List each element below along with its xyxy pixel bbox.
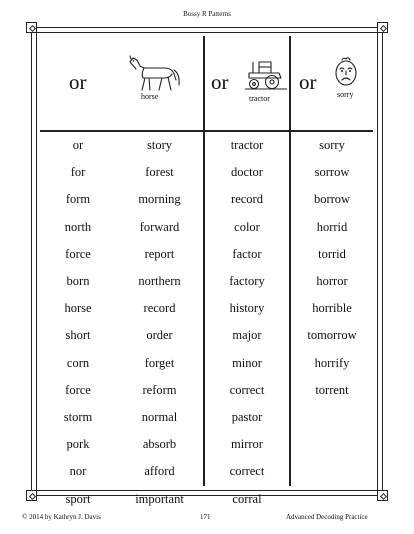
word-cell: northern [138,274,181,288]
pattern-label: or [211,70,229,94]
picture-label: horse [141,92,159,101]
word-table-frame [31,27,383,506]
sad-face-icon [333,56,359,88]
word-cell: torrent [315,382,349,397]
word-cell: corral [232,491,262,506]
word-cell: form [65,192,91,207]
word-cell: mirror [231,437,263,452]
word-cell: minor [232,355,262,370]
picture-label: sorry [337,90,354,99]
header-tractor [205,36,289,130]
word-cell: or [72,138,84,152]
word-cell: color [234,219,260,234]
word-cell: normal [141,410,178,424]
word-cell: storm [63,410,93,424]
word-cell: sorry [319,138,345,152]
header-horse [40,36,203,130]
word-cell: correct [229,382,265,397]
word-cell: factor [232,246,262,261]
word-cell: horrify [314,355,350,370]
word-cell: sorrow [314,165,350,180]
corner-ornament [377,490,388,501]
word-cell: horror [316,274,348,288]
header-divider [40,130,373,132]
word-table [40,36,373,506]
footer-book-title: Advanced Decoding Practice [286,513,368,521]
word-cell: absorb [142,437,177,452]
tractor-icon [245,58,287,90]
word-cell: record [143,301,176,316]
word-cell: tomorrow [307,328,357,343]
pattern-label: or [69,70,87,94]
word-cell: story [147,138,172,152]
word-cell: north [64,219,92,234]
horse-icon [124,54,184,94]
word-cell: born [66,274,90,288]
picture-label: tractor [249,94,270,103]
word-cell: major [232,328,262,343]
word-cell: record [231,192,263,207]
word-cell: pork [66,437,90,452]
corner-ornament [26,22,37,33]
word-cell: forget [144,355,175,370]
footer-page-number: 171 [200,513,211,521]
word-cell: borrow [313,192,351,207]
word-cell: correct [229,464,265,479]
corner-ornament [26,490,37,501]
word-cell: factory [229,274,265,288]
word-cell: important [135,491,184,506]
word-cell: afford [144,464,175,479]
word-cell: sport [65,491,91,506]
word-cell: history [229,301,265,316]
word-cell: torrid [318,246,346,261]
word-cell: tractor [230,138,264,152]
word-cell: doctor [231,165,263,180]
word-cell: force [65,382,91,397]
word-cell: corn [66,355,90,370]
word-cell: reform [142,382,177,397]
pattern-label: or [299,70,317,94]
word-cell: morning [138,192,181,207]
word-cell: horrible [312,301,352,316]
page-title: Bossy R Patterns [183,10,231,18]
word-cell: report [144,246,175,261]
word-cell: forward [139,219,180,234]
word-cell: horrid [316,219,348,234]
footer-copyright: © 2014 by Kathryn J. Davis [22,513,101,521]
word-cell: for [70,165,86,180]
word-cell: force [65,246,91,261]
header-sorry [291,36,373,130]
corner-ornament [377,22,388,33]
word-cell: short [65,328,91,343]
word-cell: forest [145,165,174,180]
word-cell: order [146,328,173,343]
word-cell: nor [69,464,87,479]
word-cell: horse [64,301,92,316]
word-cell: pastor [231,410,263,424]
